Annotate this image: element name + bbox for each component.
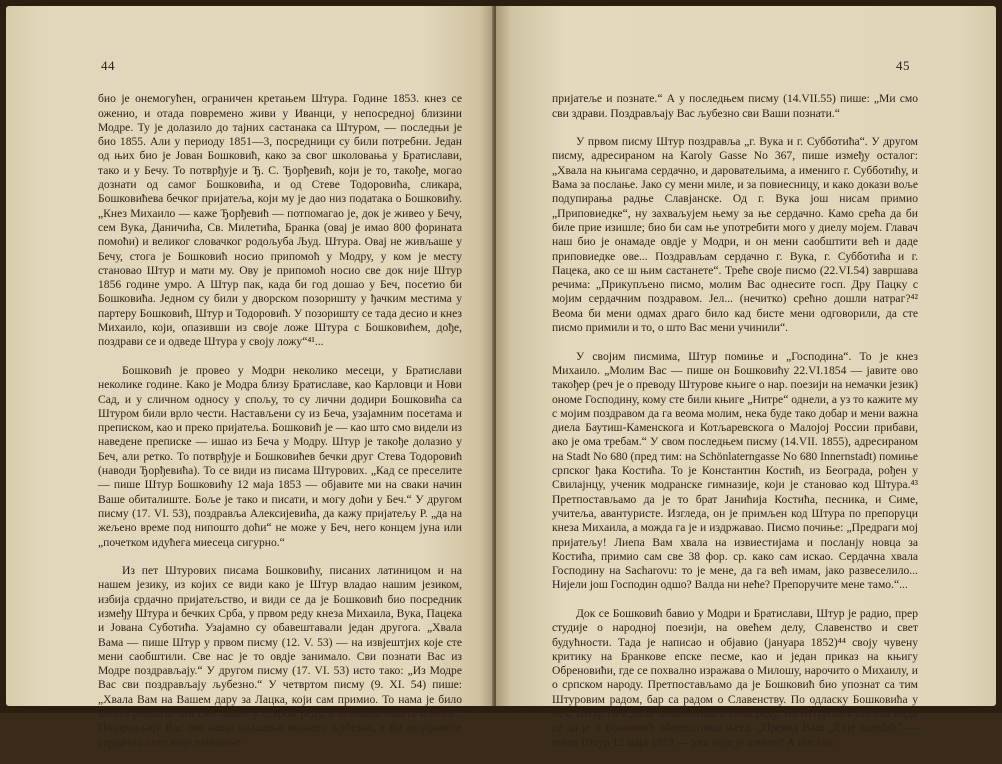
right-page [496,6,996,749]
paragraph: Из пет Штурових писама Бошковићу, писаних латиницом и на нашем језику, из којих се види како је Штур владао нашим језиком, избија срдачно пријатељство, и види се да је Бошковић био посредник између Штура и бечких Срба, у првом реду кнеза Михаила, Вука, Пацека и Јована Суботића. Узајамно су обавештавали један другога. „Хвала Вама — пише Штур у првом писму (12. V. 53) — на извјештјих које сте мени саобштили. Све нас је то овдје занимало. Сви познати Вас из Модре поздрављају.“ У другом писму (17. VI. 53) исто тако: „Из Модре Вас сви поздрављају љубезно.“ У четвртом писму (9. XI. 54) пише: „Хвала Вам на Вашем дару за Лацка, који сам примио. То нама је било нешто редкога! Ми смо овдие у старом реду, а неимамо ништа новога... Поздрављају Вас сви ваши овдашњи познати љубезно, а Ви поздравите сердачно опет моје тамошње [98,564,462,749]
paragraph: У првом писму Штур поздравља „г. Вука и г. Субботића“. У другом писму, адресираном на Karoly Gasse No 367, пише између осталог: „Хвала на књигама сердачно, и даровательима, а имениго г. Субботићу, и Вама за послање. Јако су мени миле, и за повиесницу, и како докази воље подупирања радње Славјанске. Од г. Вука још нисам примио „Приповиедке“, ну захваљујем њему за ње сердачно. Камо срећа да би биле прие изишле; био би сам ње употребити мого у диелу мојем. Главач наш био је онамаде овдје у Модри, и он мени саобштити већ и даде приповиедке ове... Поздрављам сердачно г. Вука, г. Субботића и г. Пацека, ако се ш њим састанете“. Треће своје писмо (22.VI.54) завршава речима: „Прикупљено писмо, молим Вас однесите госп. Дру Пацку с мојим сердачним поздравом. Јел... (нечитко) срећно дошли натраг?⁴² Веома би мени одмах драго било кад бисте мени одговорили, да сте писмо примили и то, о што Вас мени учинили“. [552,135,918,335]
paragraph: У својим писмима, Штур помиње и „Господина“. То је кнез Михаило. „Молим Вас — пише он Бошковићу 22.VI.1854 — јавите ово такођер (реч је о преводу Штурове књиге о нар. поезији на немачки језик) ономе Господину, кому сте били књиге „Нитре“ однели, а уз то кажите му с мојим поздравом да га веома молим, нека буде тако добар и мени важна диела Баутиш-Каменскога и Котљаревскога о Малојој России прибави, ако је ома требам.“ У свом последњем писму (14.VII. 1855), адресираном на Stadt No 680 (пред тим: на Schönlaterngasse No 680 Innernstadt) помиње српског ђака Костића. То је Константин Костић, из Београда, рођен у Свилајнцу, ученик модранске гимназије, који је становао код Штура.⁴³ Претпостављамо да је то брат Јанићија Костића, песника, и Симе, учитеља, авантуристе. Изгледа, он је примљен код Штура по препоруци кнеза Михаила, а можда га је и издржавао. Писмо почиње: „Предраги мој пријатељу! Лиепа Вам хвала на извиестијама и посланју новца за Костића, примио сам све 38 фор. ср. како сам искао. Сердачна хвала Господину на Sacharovu: то је мене, да га већ имам, јако развеселило... Нијели још Господин одшо? Валда ни неће? Препоручите мене тамо.“... [552,349,918,592]
page-body [98,78,462,764]
paragraph: Бошковић је провео у Модри неколико месеци, у Братислави неколике године. Како је Модра близу Братиславе, као Карловци и Нови Сад, и у сличном односу у спољу, то су лични додири Бошковића са Штуром били врло чести. Настављени су из Беча, узајамним посетама и преписком, као и преко пријатеља. Бошковић је — као што смо видели из наведене преписке — ишао из Беча у Модру. Штур је такође долазио у Беч, али ретко. То потврђује и Бошковићев бечки друг Стева Тодоровић (наводи Ђорђевића). То се види из писама Штурових. „Кад се преселите — пише Штур Бошковићу 12 маја 1853 — објавите ми на сваки начин Ваше обиталиште. Боље је тако и писати, и могу доћи у Беч.“ У другом писму (17. VI. 53), поздравља Алексијевића, да кажу пријатељу Р. „да на жељено време под нипошто доћи“ не може у Беч, него концем јуна или „почетком идућега миесеца сигурно.“ [98,363,462,549]
page-number: 44 [101,58,115,73]
paragraph: Док се Бошковић бавио у Модри и Братислави, Штур је радио, прер студије о народној поезији, на овећем делу, Славенство и свет будућности. Тада је написао и објавио (јануара 1852)⁴⁴ своју чувену критику на Бранкове епске песме, као и један приказ на књигу Обреновићи, где се похвално изражава о Милошу, нарочито о Михаилу, и о српском народу. Претпостављамо да је Бошковић био упознат са тим Штуровим радом, бар са радом о Славенству. По одласку Бошковића у Беч, Штур га и даље обавештава о свом раду. Из Штурових писама види се да је и Бошковић обавештавао њега. „Превод Ваш „Zitje narodah“ — пише Штур 12 маја 1853 — још није је изишо? А писали [552,606,918,749]
left-page [6,6,494,749]
page-number: 45 [896,58,910,73]
paragraph: био је онемогућен, ограничен кретањем Штура. Године 1853. кнез се оженио, и отада повремено живи у Иванци, у непосредној близини Модре. Ту је долазило до тајних састанака са Штуром, — последњи је био 1855. Али у периоду 1851—3, посредници су били потребни. Један од њих био је Јован Бошковић, како за свог школовања у Братислави, тако и у Бечу. То потврђује и Ђ. С. Ђорђевић, који је то, такође, могао дознати од самог Бошковића, и од Стеве Тодоровића, сликара, Бошковићева бечког пријатеља, који му је дао низ података о Бошковићу. „Кнез Михаило — каже Ђорђевић — потпомагао је, док је живео у Бечу, сем Вука, Даничића, Св. Милетића, Бранка (овај је имао 800 форината помоћи) и великог словачког родољуба Људ. Штура. Овај не живљаше у Бечу, стога је Бошковић носио припомоћ у Модру, у ком је месту становао Штур и мати му. Ову је припомоћ носио све док није Штур 1856 године умро. А Штур пак, када би год дошао у Беч, посетио би Бошковића. Једном су били у дворском позоришту у ђачким местима у партеру Бошковић, Штур и Тодоровић. У позоришту се тада десио и кнез Михаило, који, опазивши из своје ложе Штура с Бошковићем, дође, поздрави се и одведе Штура у своју ложу“⁴¹... [98,92,462,349]
page-body [552,78,918,764]
paragraph: пријатеље и познате.“ А у последњем писму (14.VII.55) пише: „Ми смо сви здрави. Поздрављају Вас љубезно сви Ваши познати.“ [552,92,918,120]
